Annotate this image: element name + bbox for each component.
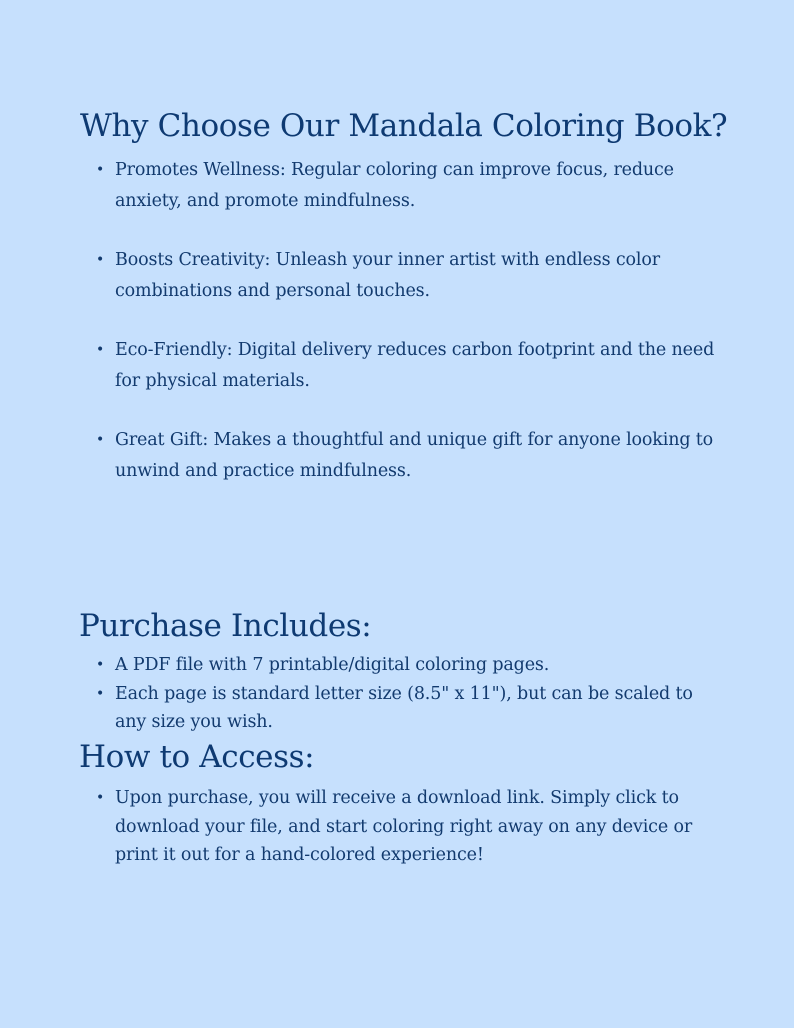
- list-item-text: Eco-Friendly: Digital delivery reduces carbon footprint and the need for physical materials.: [115, 340, 715, 391]
- list-item: [96, 651, 716, 680]
- list-item-text: A PDF file with 7 printable/digital coloring pages.: [115, 655, 550, 675]
- purchase-includes-list: [96, 651, 716, 737]
- list-item: [96, 245, 716, 306]
- list-item: [96, 155, 716, 216]
- bullet-icon: •: [96, 657, 105, 673]
- why-choose-heading: Why Choose Our Mandala Coloring Book?: [80, 108, 728, 144]
- why-choose-list: [96, 155, 716, 515]
- list-item-text: Great Gift: Makes a thoughtful and unique gift for anyone looking to unwind and practice mindfulness.: [115, 430, 714, 481]
- list-item-text: Boosts Creativity: Unleash your inner artist with endless color combinations and personal touches.: [115, 250, 660, 301]
- purchase-includes-heading: Purchase Includes:: [79, 608, 372, 644]
- bullet-icon: •: [96, 790, 105, 806]
- bullet-icon: •: [96, 252, 105, 268]
- list-item-text: Upon purchase, you will receive a download link. Simply click to download your file, and start coloring right away on any device or print it out for a hand-colored experience!: [115, 788, 693, 865]
- bullet-icon: •: [96, 162, 105, 178]
- list-item-text: Promotes Wellness: Regular coloring can improve focus, reduce anxiety, and promote mindfulness.: [115, 160, 674, 211]
- list-item: [96, 680, 716, 737]
- bullet-icon: •: [96, 432, 105, 448]
- bullet-icon: •: [96, 342, 105, 358]
- bullet-icon: •: [96, 685, 105, 702]
- list-item: [96, 784, 716, 870]
- list-item: [96, 335, 716, 396]
- how-to-access-list: [96, 784, 716, 870]
- list-item: [96, 425, 716, 486]
- how-to-access-heading: How to Access:: [79, 739, 315, 775]
- list-item-text: Each page is standard letter size (8.5" x 11"), but can be scaled to any size you wish.: [115, 683, 693, 732]
